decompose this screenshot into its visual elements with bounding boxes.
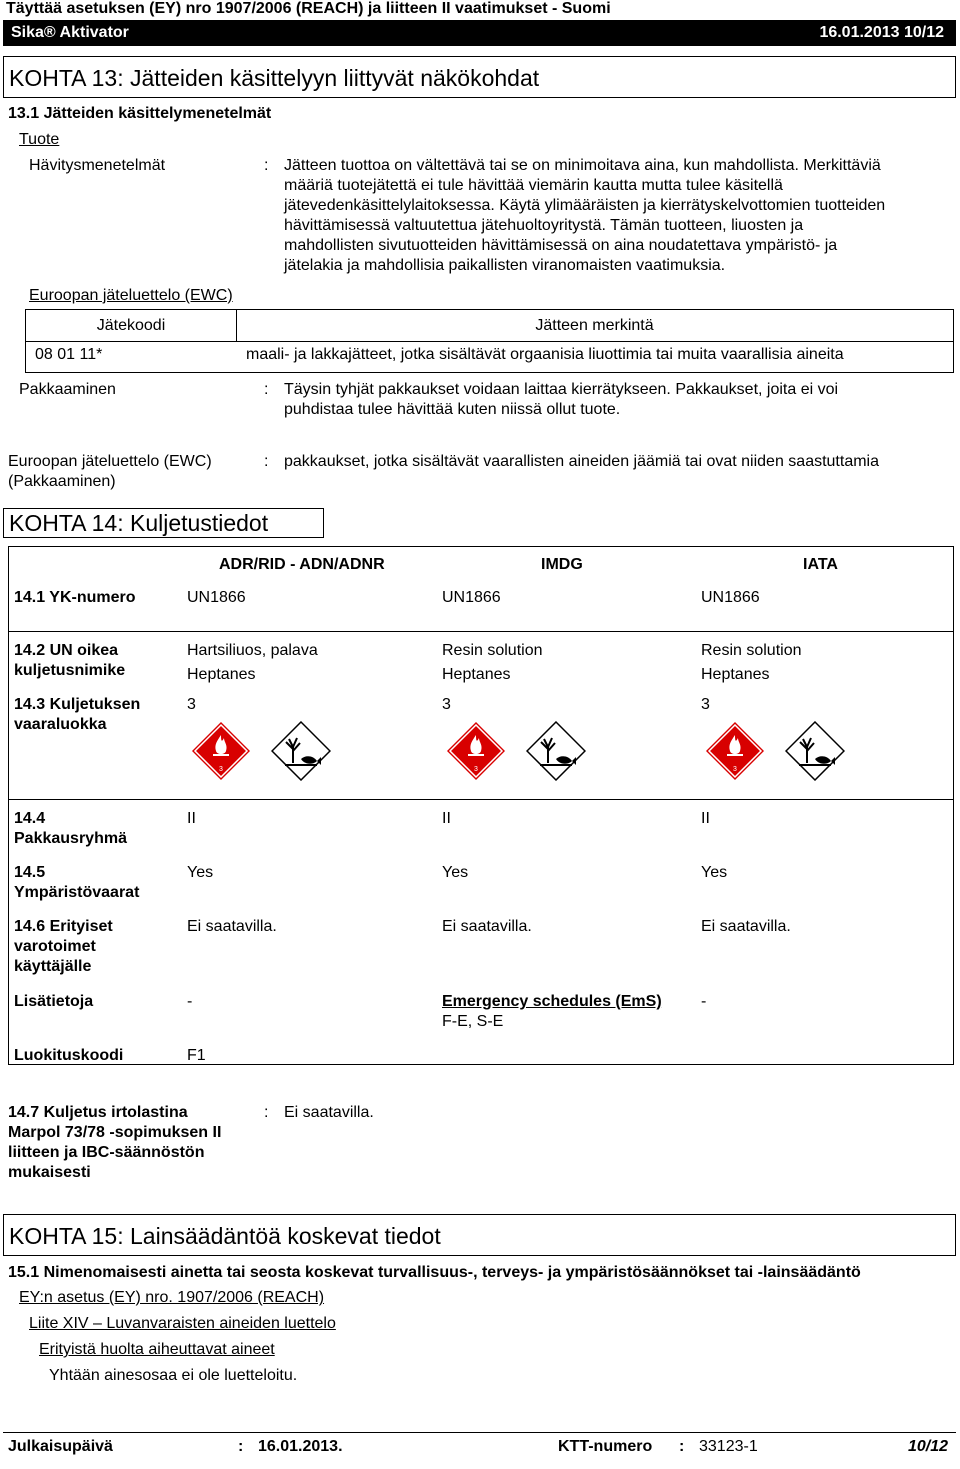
ems-heading: Emergency schedules (EmS) bbox=[442, 993, 662, 1010]
text-line: mahdollisten sivutuotteiden hävittämisessä on aina noudatettava ympäristö- ja bbox=[284, 237, 838, 254]
text-line: 14.3 Kuljetuksen bbox=[14, 696, 141, 713]
text-line: vaaraluokka bbox=[14, 716, 107, 733]
hazard-class-label bbox=[14, 695, 140, 735]
text-line: 14.6 Erityiset bbox=[14, 918, 113, 935]
text-line: 14.4 bbox=[14, 810, 46, 827]
un-number-label: 14.1 YK-numero bbox=[14, 589, 136, 606]
text-line: Täysin tyhjät pakkaukset voidaan laittaa kierrätykseen. Pakkaukset, joita ei voi bbox=[284, 381, 839, 398]
text-line: Heptanes bbox=[442, 666, 511, 683]
section-13-title: KOHTA 13: Jätteiden käsittelyyn liittyvät näkökohdat bbox=[3, 56, 956, 98]
footer-ktt-label: KTT-numero bbox=[558, 1438, 653, 1455]
text-line: Marpol 73/78 -sopimuksen II bbox=[8, 1124, 222, 1141]
footer-pub-label: Julkaisupäivä bbox=[8, 1438, 113, 1455]
special-precautions-iata: Ei saatavilla. bbox=[701, 918, 791, 935]
footer-ktt-value: 33123-1 bbox=[699, 1438, 758, 1455]
text-line: Heptanes bbox=[187, 666, 256, 683]
svhc-none-text: Yhtään ainesosaa ei ole luetteloitu. bbox=[49, 1367, 298, 1384]
env-hazard-label bbox=[14, 863, 139, 903]
special-precautions-imdg: Ei saatavilla. bbox=[442, 918, 532, 935]
text-line: jätelakia ja mahdollisia paikallisten viranomaisten vaatimuksia. bbox=[284, 257, 726, 274]
additional-info-imdg bbox=[442, 992, 662, 1032]
tuote-heading: Tuote bbox=[19, 131, 60, 148]
ewc-description: maali- ja lakkajätteet, jotka sisältävät orgaanisia liuottimia tai muita vaarallisia aineita bbox=[246, 346, 844, 363]
ewc-code: 08 01 11* bbox=[35, 346, 103, 363]
text-line: määriä tuotejätettä ei tule hävittää viemärin kautta mutta tulee käsitellä bbox=[284, 177, 783, 194]
ewc-heading: Euroopan jäteluettelo (EWC) bbox=[29, 287, 233, 304]
ewc-packaging-value: pakkaukset, jotka sisältävät vaarallisten aineiden jäämiä tai ovat niiden saastuttamia bbox=[284, 453, 879, 470]
bulk-transport-label bbox=[8, 1103, 221, 1183]
section-15-1-title: 15.1 Nimenomaisesti ainetta tai seosta koskevat turvallisuus-, terveys- ja ympäristösäännökset tai -lainsäädäntö bbox=[8, 1264, 861, 1281]
classification-code-value: F1 bbox=[187, 1047, 206, 1064]
annex-xiv-heading: Liite XIV – Luvanvaraisten aineiden luettelo bbox=[29, 1315, 336, 1332]
text-line: Ympäristövaarat bbox=[14, 884, 140, 901]
header-bar bbox=[3, 20, 956, 46]
flammable-liquid-pictogram bbox=[705, 721, 765, 781]
packing-group-iata: II bbox=[701, 810, 710, 827]
env-hazard-imdg: Yes bbox=[442, 864, 469, 881]
shipping-name-iata bbox=[701, 639, 802, 687]
text-line: liitteen ja IBC-säännöstön bbox=[8, 1144, 205, 1161]
shipping-name-adr bbox=[187, 639, 318, 687]
text-line: mukaisesti bbox=[8, 1164, 91, 1181]
text-line: käyttäjälle bbox=[14, 958, 92, 975]
environmental-hazard-pictogram bbox=[526, 721, 586, 781]
shipping-name-label bbox=[14, 641, 125, 681]
special-precautions-adr: Ei saatavilla. bbox=[187, 918, 277, 935]
flammable-liquid-pictogram bbox=[446, 721, 506, 781]
flammable-liquid-pictogram bbox=[191, 721, 251, 781]
un-number-iata: UN1866 bbox=[701, 589, 760, 606]
env-hazard-iata: Yes bbox=[701, 864, 728, 881]
col-header-imdg: IMDG bbox=[541, 556, 583, 573]
env-hazard-adr: Yes bbox=[187, 864, 214, 881]
flame-class-number: 3 bbox=[219, 766, 223, 773]
additional-info-label: Lisätietoja bbox=[14, 993, 94, 1010]
packaging-text bbox=[284, 380, 954, 420]
colon: : bbox=[264, 381, 269, 398]
colon: : bbox=[264, 1104, 269, 1121]
disposal-methods-text bbox=[284, 156, 954, 276]
flame-class-number: 3 bbox=[733, 766, 737, 773]
environmental-hazard-pictogram bbox=[785, 721, 845, 781]
reach-heading: EY:n asetus (EY) nro. 1907/2006 (REACH) bbox=[19, 1289, 325, 1306]
footer-rule bbox=[3, 1432, 956, 1433]
un-number-adr: UN1866 bbox=[187, 589, 246, 606]
transport-table bbox=[8, 546, 954, 1065]
svhc-heading: Erityistä huolta aiheuttavat aineet bbox=[39, 1341, 275, 1358]
text-line: kuljetusnimike bbox=[14, 662, 126, 679]
text-line: Euroopan jäteluettelo (EWC) bbox=[8, 453, 212, 470]
footer-colon: : bbox=[679, 1438, 685, 1455]
special-precautions-label bbox=[14, 917, 113, 977]
text-line: varotoimet bbox=[14, 938, 96, 955]
packing-group-label bbox=[14, 809, 127, 849]
section-14-title: KOHTA 14: Kuljetustiedot bbox=[3, 508, 324, 538]
document-header-title: Täyttää asetuksen (EY) nro 1907/2006 (REACH) ja liitteen II vaatimukset - Suomi bbox=[6, 0, 611, 17]
text-line: Hartsiliuos, palava bbox=[187, 642, 318, 659]
ems-value: F-E, S-E bbox=[442, 1013, 504, 1030]
ewc-col-header-desc: Jätteen merkintä bbox=[535, 317, 654, 334]
packing-group-adr: II bbox=[187, 810, 196, 827]
colon: : bbox=[264, 157, 269, 174]
classification-code-label: Luokituskoodi bbox=[14, 1047, 124, 1064]
text-line: 14.7 Kuljetus irtolastina bbox=[8, 1104, 188, 1121]
text-line: Pakkausryhmä bbox=[14, 830, 127, 847]
section-13-1-title: 13.1 Jätteiden käsittelymenetelmät bbox=[8, 105, 272, 122]
environmental-hazard-pictogram bbox=[271, 721, 331, 781]
text-line: Resin solution bbox=[701, 642, 802, 659]
col-header-adr: ADR/RID - ADN/ADNR bbox=[219, 556, 385, 573]
section-15-title: KOHTA 15: Lainsäädäntöä koskevat tiedot bbox=[3, 1214, 956, 1256]
text-line: puhdistaa tulee hävittää kuten niissä ollut tuote. bbox=[284, 401, 621, 418]
packing-group-imdg: II bbox=[442, 810, 451, 827]
ewc-table bbox=[25, 309, 954, 373]
hazard-class-adr: 3 bbox=[187, 696, 196, 713]
un-number-imdg: UN1866 bbox=[442, 589, 501, 606]
shipping-name-imdg bbox=[442, 639, 543, 687]
flame-class-number: 3 bbox=[474, 766, 478, 773]
text-line: 14.5 bbox=[14, 864, 46, 881]
col-header-iata: IATA bbox=[803, 556, 838, 573]
footer-page-number: 10/12 bbox=[908, 1438, 949, 1455]
colon: : bbox=[264, 453, 269, 470]
additional-info-iata: - bbox=[701, 993, 707, 1010]
footer-colon: : bbox=[238, 1438, 244, 1455]
text-line: jätevedenkäsittelylaitoksessa. Käytä ylimääräisten ja kierrätyskelvottomien tuotteiden bbox=[284, 197, 886, 214]
text-line: Heptanes bbox=[701, 666, 770, 683]
header-date-page: 16.01.2013 10/12 bbox=[819, 24, 944, 41]
product-name: Sika® Aktivator bbox=[11, 24, 129, 41]
disposal-methods-label: Hävitysmenetelmät bbox=[29, 157, 166, 174]
ewc-packaging-label bbox=[8, 452, 212, 492]
packaging-label: Pakkaaminen bbox=[19, 381, 116, 398]
footer-pub-date: 16.01.2013. bbox=[258, 1438, 343, 1455]
text-line: 14.2 UN oikea bbox=[14, 642, 119, 659]
text-line: hävittämisessä valtuutettua jätehuoltoyritystä. Tämän tuotteen, liuosten ja bbox=[284, 217, 804, 234]
text-line: (Pakkaaminen) bbox=[8, 473, 116, 490]
hazard-class-iata: 3 bbox=[701, 696, 710, 713]
bulk-transport-value: Ei saatavilla. bbox=[284, 1104, 374, 1121]
ewc-col-header-code: Jätekoodi bbox=[96, 317, 166, 334]
text-line: Jätteen tuottoa on vältettävä tai se on minimoitava aina, kun mahdollista. Merkittäviä bbox=[284, 157, 881, 174]
hazard-class-imdg: 3 bbox=[442, 696, 451, 713]
text-line: Resin solution bbox=[442, 642, 543, 659]
additional-info-adr: - bbox=[187, 993, 193, 1010]
